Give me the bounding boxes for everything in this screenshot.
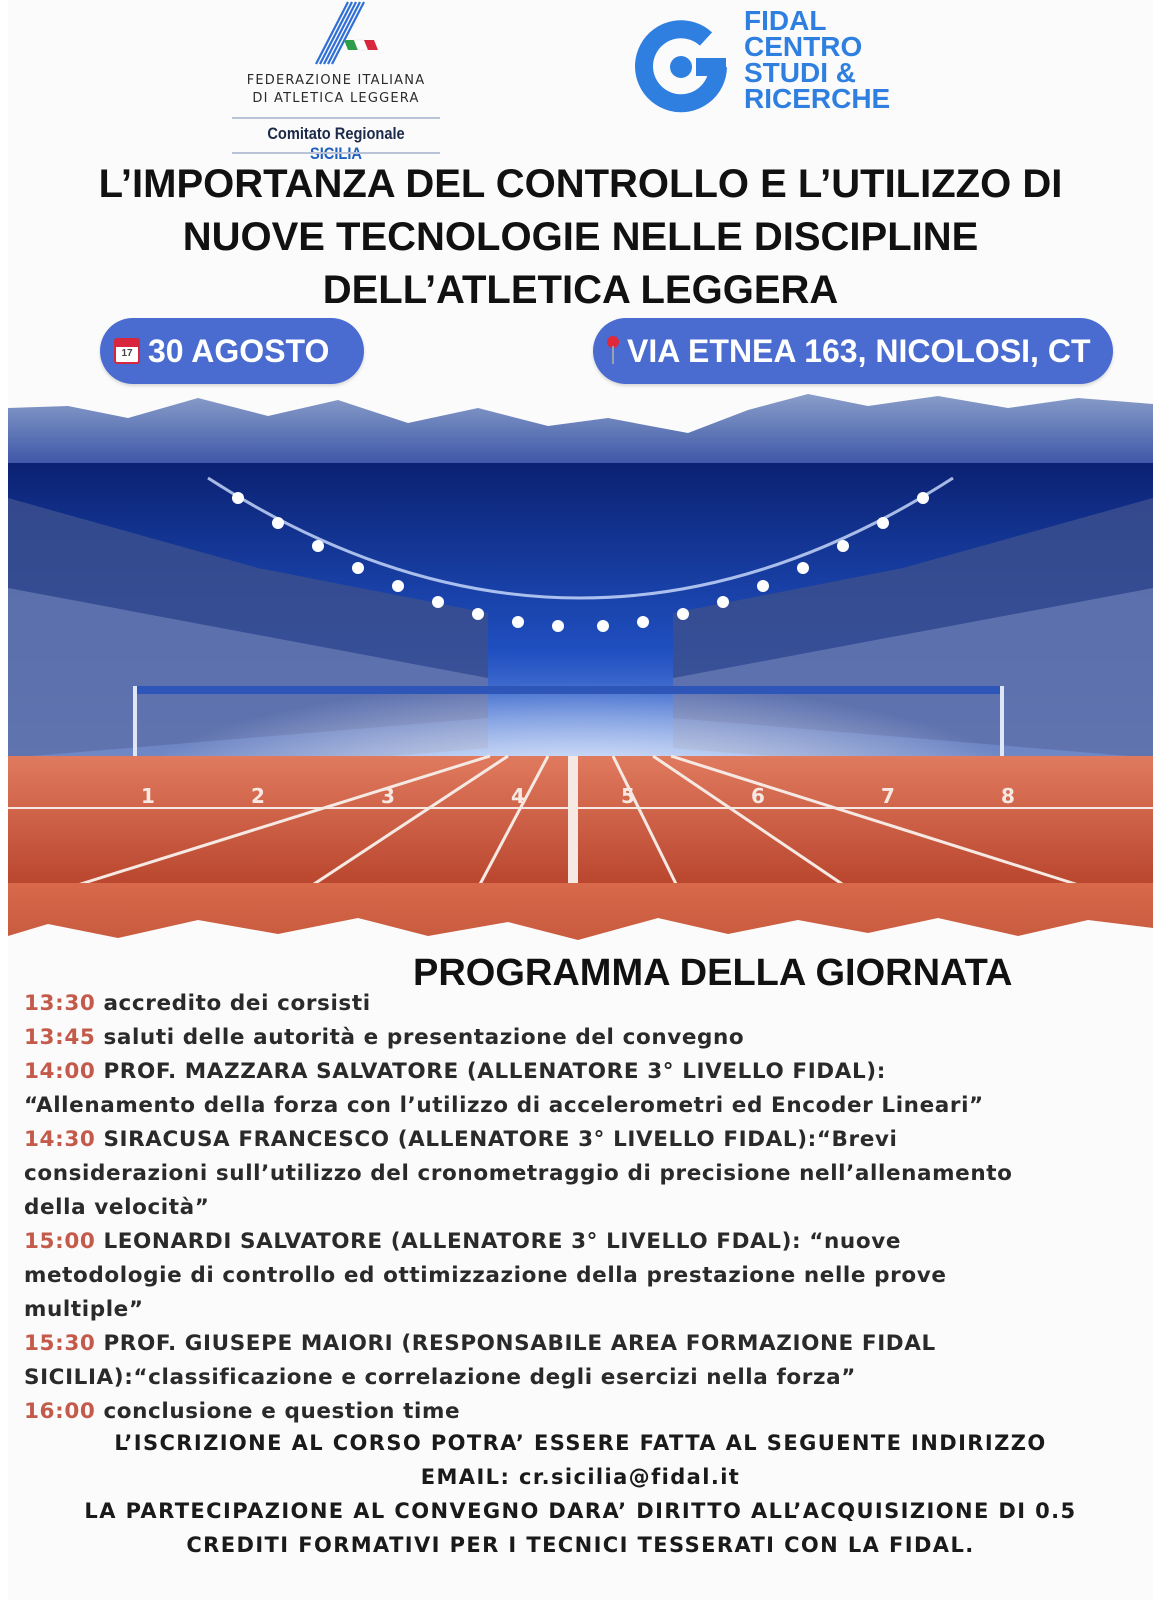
item-text: SIRACUSA FRANCESCO (ALLENATORE 3° LIVELLO FIDAL):“Brevi: [103, 1127, 898, 1152]
item-text: PROF. MAZZARA SALVATORE (ALLENATORE 3° LIVELLO FIDAL):: [103, 1059, 886, 1084]
stadium-track-illustration: [8, 388, 1153, 948]
item-text-cont: considerazioni sull’utilizzo del cronometraggio di precisione nell’allenamento: [24, 1161, 1013, 1186]
programme-item: [24, 1225, 1134, 1327]
programme-item: [24, 1123, 1134, 1225]
fidal-name: [226, 72, 446, 108]
programme-item: [24, 1021, 1134, 1055]
comitato-label: Comitato Regionale: [267, 124, 405, 143]
title-line1: L’IMPORTANZA DEL CONTROLLO E L’UTILIZZO DI: [98, 162, 1063, 206]
item-time: 15:00: [24, 1229, 96, 1254]
item-text-cont: metodologie di controllo ed ottimizzazione della prestazione nelle prove: [24, 1263, 947, 1288]
programme-item: [24, 987, 1134, 1021]
item-text-cont: multiple”: [24, 1297, 144, 1322]
lane-number: 5: [621, 784, 635, 808]
csr-line2: CENTRO: [744, 31, 863, 62]
torn-edge-bottom: [8, 883, 1153, 940]
item-time: 14:00: [24, 1059, 96, 1084]
title-line2: NUOVE TECNOLOGIE NELLE DISCIPLINE: [182, 215, 979, 259]
footer-line4: CREDITI FORMATIVI PER I TECNICI TESSERATI CON LA FIDAL.: [186, 1533, 975, 1557]
csr-line1: FIDAL: [744, 5, 827, 36]
location-pin-icon: [607, 336, 619, 366]
item-text: PROF. GIUSEPE MAIORI (RESPONSABILE AREA FORMAZIONE FIDAL: [103, 1331, 936, 1356]
item-time: 13:45: [24, 1025, 96, 1050]
programme-heading: PROGRAMMA DELLA GIORNATA: [413, 952, 1013, 994]
item-text: LEONARDI SALVATORE (ALLENATORE 3° LIVELLO FDAL): “nuove: [103, 1229, 901, 1254]
centro-studi-wordmark: [744, 5, 934, 114]
footer-line3: LA PARTECIPAZIONE AL CONVEGNO DARA’ DIRITTO ALL’ACQUISIZIONE DI 0.5: [84, 1499, 1077, 1523]
item-time: 15:30: [24, 1331, 96, 1356]
item-time: 16:00: [24, 1399, 96, 1424]
lane-number: 1: [141, 784, 155, 808]
fidal-name-line1: FEDERAZIONE ITALIANA: [246, 73, 426, 88]
calendar-icon: [114, 338, 140, 364]
email-label: EMAIL:: [420, 1465, 511, 1489]
footer-line1: L’ISCRIZIONE AL CORSO POTRA’ ESSERE FATTA AL SEGUENTE INDIRIZZO: [114, 1431, 1047, 1455]
location-badge: [593, 318, 1113, 384]
event-title: [8, 158, 1153, 317]
csr-line3: STUDI &: [744, 57, 856, 88]
programme-item: [24, 1395, 1134, 1429]
csr-line4: RICERCHE: [744, 83, 891, 114]
torn-edge-top: [8, 394, 1153, 463]
item-text-cont: SICILIA):“classificazione e correlazione degli esercizi nella forza”: [24, 1365, 856, 1390]
lane-number: 2: [251, 784, 265, 808]
fidal-name-line2: DI ATLETICA LEGGERA: [252, 91, 420, 106]
lane-number: 6: [751, 784, 765, 808]
title-line3: DELL’ATLETICA LEGGERA: [322, 268, 839, 312]
item-text: conclusione e question time: [103, 1399, 461, 1424]
programme-item: [24, 1327, 1134, 1395]
centro-studi-logo: [626, 5, 926, 128]
item-text: accredito dei corsisti: [103, 991, 371, 1016]
lane-number: 4: [511, 784, 525, 808]
footer-email-line: [8, 1460, 1153, 1494]
poster: [8, 0, 1153, 1600]
item-text-cont: della velocità”: [24, 1195, 210, 1220]
fidal-emblem-icon: [286, 0, 386, 70]
item-text: saluti delle autorità e presentazione del convegno: [103, 1025, 745, 1050]
item-text-cont: “Allenamento della forza con l’utilizzo di accelerometri ed Encoder Lineari”: [24, 1093, 984, 1118]
programme-item: [24, 1055, 1134, 1123]
event-date: 30 AGOSTO: [148, 333, 330, 369]
lane-number: 7: [881, 784, 895, 808]
programme-list: [24, 987, 1134, 1429]
running-track: [8, 756, 1153, 888]
email-address: cr.sicilia@fidal.it: [518, 1465, 741, 1489]
item-time: 13:30: [24, 991, 96, 1016]
fidal-divider-bottom: [232, 152, 440, 154]
item-time: 14:30: [24, 1127, 96, 1152]
lane-number: 3: [381, 784, 395, 808]
date-badge: [100, 318, 364, 384]
event-location: VIA ETNEA 163, NICOLOSI, CT: [627, 333, 1091, 369]
lane-number: 8: [1001, 784, 1015, 808]
centro-studi-emblem-icon: [626, 12, 736, 122]
fidal-divider: [232, 117, 440, 119]
fidal-logo: [226, 0, 446, 160]
registration-info: [8, 1426, 1153, 1562]
calendar-day: 17: [121, 347, 133, 359]
